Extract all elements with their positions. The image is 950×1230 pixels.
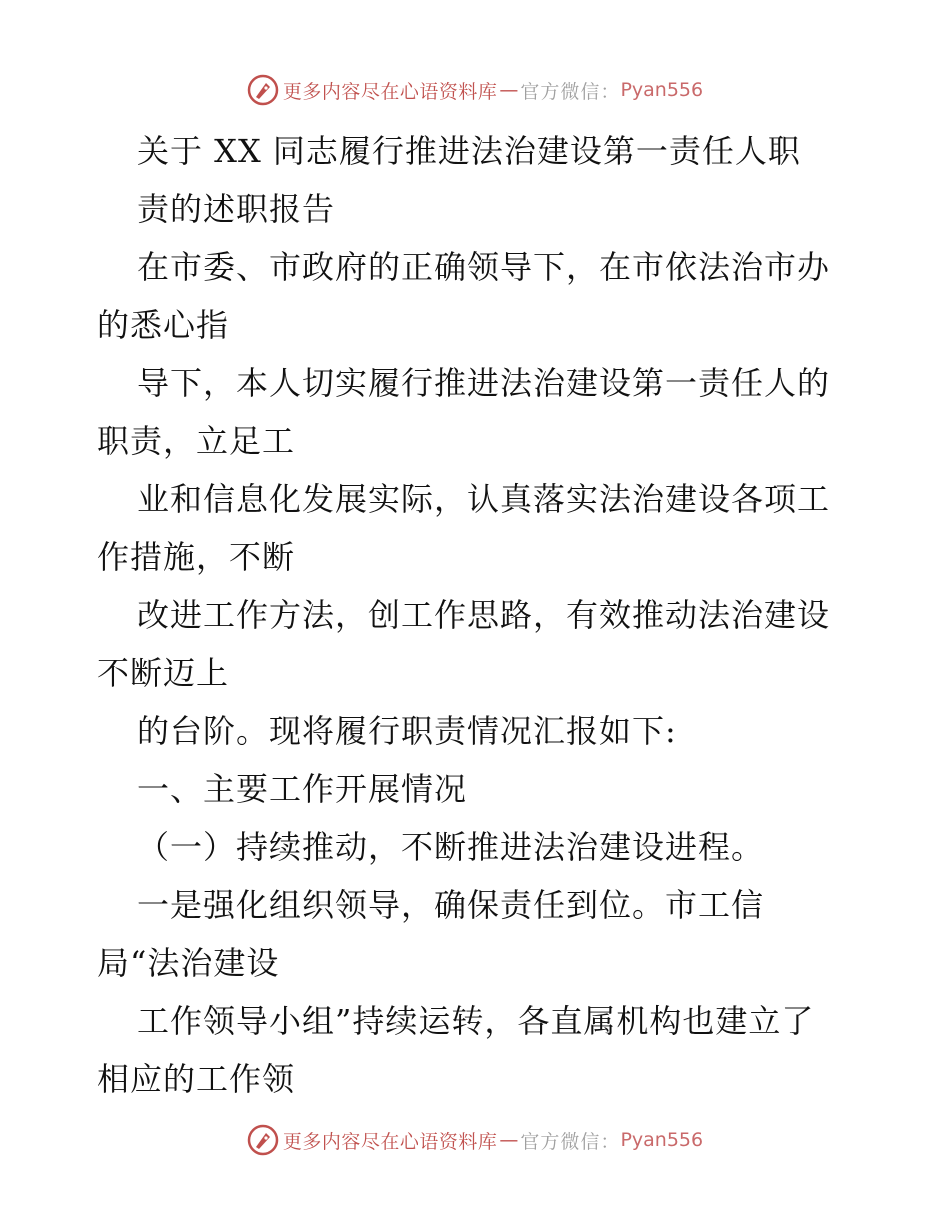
paragraph-line: 相应的工作领 bbox=[97, 1060, 296, 1098]
paragraph-line: 业和信息化发展实际，认真落实法治建设各项工 bbox=[137, 480, 831, 518]
paragraph-line: 职责，立足工 bbox=[97, 422, 296, 460]
paragraph-line: 导下，本人切实履行推进法治建设第一责任人的 bbox=[137, 364, 831, 402]
paragraph-line: 不断迈上 bbox=[97, 654, 230, 692]
section-heading: 一、主要工作开展情况 bbox=[137, 770, 468, 808]
paragraph-line: 一是强化组织领导，确保责任到位。市工信 bbox=[137, 886, 765, 924]
banner-wechat-id: Pyan556 bbox=[620, 79, 704, 101]
document-title-line-1: 关于 XX 同志履行推进法治建设第一责任人职 bbox=[137, 132, 801, 170]
paragraph-line: 在市委、市政府的正确领导下，在市依法治市办 bbox=[137, 248, 831, 286]
banner-dash: — bbox=[499, 79, 519, 101]
paragraph-line: 的悉心指 bbox=[97, 306, 230, 344]
paragraph-line: 局“法治建设 bbox=[97, 944, 280, 982]
banner-official-label: 官方微信： bbox=[520, 80, 621, 103]
subsection-heading: （一）持续推动，不断推进法治建设进程。 bbox=[137, 828, 765, 866]
document-body bbox=[97, 122, 857, 1108]
pen-nib-logo-icon bbox=[247, 74, 279, 106]
banner-brand-text: 更多内容尽在心语资料库 bbox=[282, 1130, 498, 1153]
paragraph-line: 的台阶。现将履行职责情况汇报如下: bbox=[137, 712, 677, 750]
footer-watermark-banner bbox=[0, 1120, 950, 1160]
header-watermark-banner bbox=[0, 70, 950, 110]
paragraph-line: 改进工作方法，创工作思路，有效推动法治建设 bbox=[137, 596, 831, 634]
banner-dash: — bbox=[499, 1129, 519, 1151]
pen-nib-logo-icon bbox=[247, 1124, 279, 1156]
banner-wechat-id: Pyan556 bbox=[620, 1129, 704, 1151]
banner-brand-text: 更多内容尽在心语资料库 bbox=[282, 80, 498, 103]
paragraph-line: 作措施，不断 bbox=[97, 538, 296, 576]
document-title-line-2: 责的述职报告 bbox=[137, 190, 336, 228]
banner-official-label: 官方微信： bbox=[520, 1130, 621, 1153]
paragraph-line: 工作领导小组”持续运转，各直属机构也建立了 bbox=[137, 1002, 815, 1040]
